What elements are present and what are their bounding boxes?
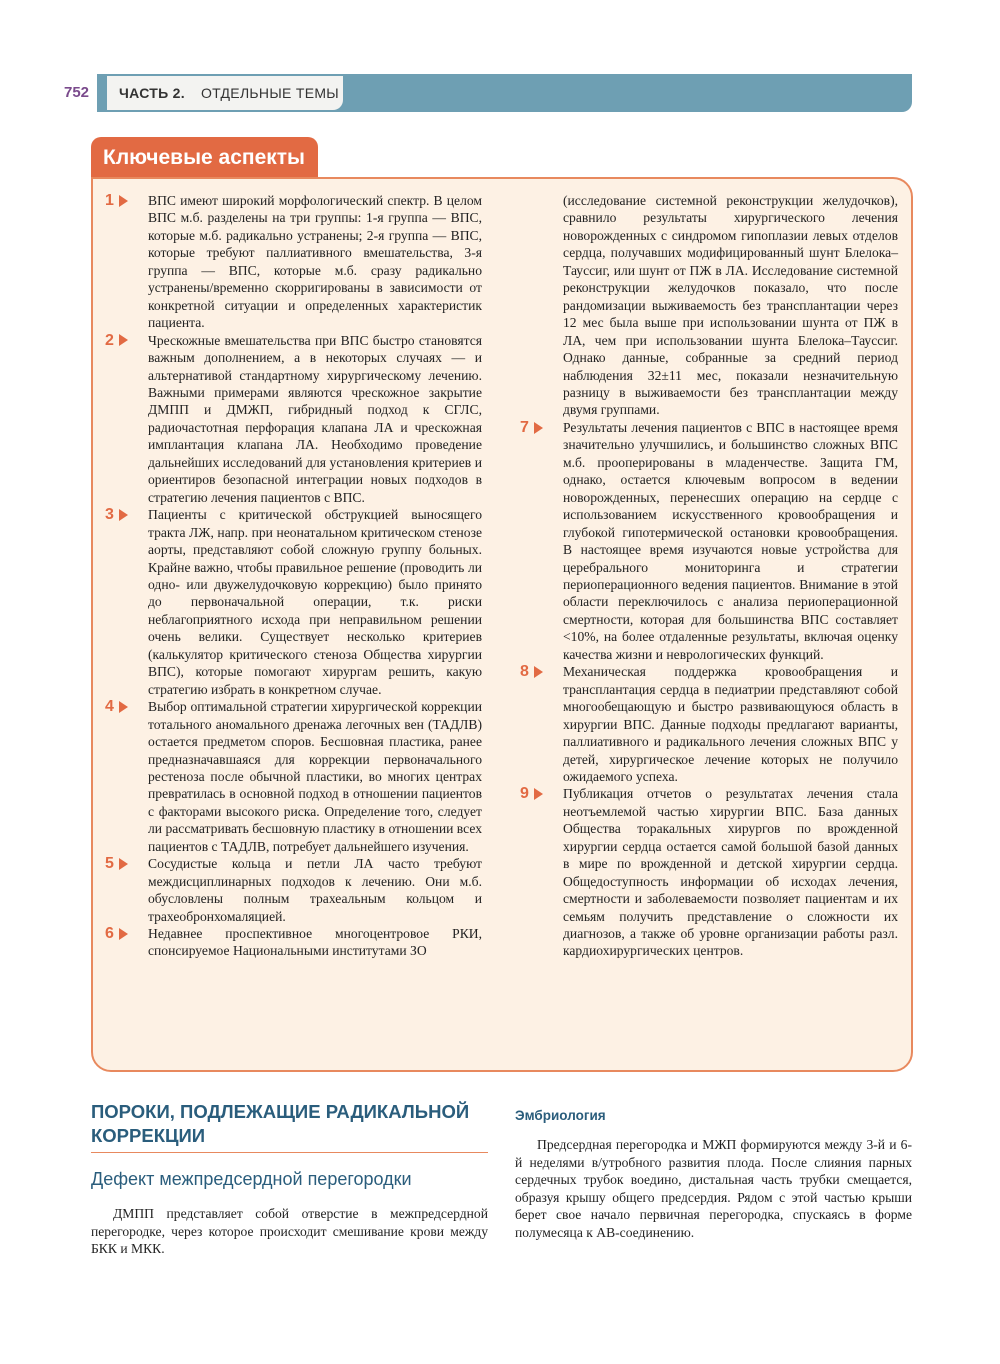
key-aspect-item: [105, 855, 482, 925]
key-aspects-right-column: [520, 192, 898, 960]
key-aspect-item: [520, 419, 898, 663]
item-text: Сосудистые кольца и петли ЛА часто требуют междисциплинарных подходов к лечению. Они м.б. обусловлены полным трахеальным кольцом и трахеобронхомаляцией.: [148, 856, 482, 924]
arrow-icon: [119, 334, 128, 346]
arrow-icon: [119, 509, 128, 521]
arrow-icon: [534, 788, 543, 800]
item-text: Чрескожные вмешательства при ВПС быстро становятся важным дополнением, а в некоторых случаях — и альтернативой стандартному хирургическому лечению. Важными примерами являются чрескожное закрытие ДМПП и ДМЖП, гибридный подход к СГЛС, радиочастотная перфорация клапана ЛА и чрескожная имплантация клапана ЛА. Необходимо проведение дальнейших исследований для установления критериев и ориентиров безопасной интеграции новых подходов в стратегию лечения пациентов с ВПС.: [148, 332, 482, 505]
item-6-continued: (исследование системной реконструкции желудочков), сравнило результаты хирургического лечения новорожденных с синдромом гипоплазии левых отделов сердца, получавших модифицированный шунт Блелока–Тауссиг, или шунт от ПЖ в ЛА. Исследование системной реконструкции желудочков показало, что после рандомизации выживаемость без трансплантации через 12 мес была выше при использовании шунта от ПЖ в ЛА, чем при использовании шунта Блелока–Тауссиг. Однако данные, собранные за средний период наблюдения 32±11 мес, показали незначительную разницу в выживаемости без трансплантации между двумя группами.: [563, 193, 898, 418]
item-text: Пациенты с критической обструкцией выносящего тракта ЛЖ, напр. при неонатальном критическом стенозе аорты, представляют собой сложную группу больных. Крайне важно, чтобы правильное решение (проводить ли одно- или двужелудочковую коррекцию) было принято до первоначальной операции, т.к. риски неблагоприятного исхода при неправильном решении очень велики. Существует несколько критериев (калькулятор критического стеноза Общества хирургии ВПС), которые помогают хирургам решить, какую стратегию избрать в конкретном случае.: [148, 507, 482, 697]
section-paragraph: ДМПП представляет собой отверстие в межпредсердной перегородке, через которое происходит смешивание крови между БКК и МКК.: [91, 1206, 488, 1256]
subsection-title: Дефект межпредсердной перегородки: [91, 1169, 412, 1189]
key-aspect-item: [105, 925, 482, 960]
item-number: 9: [520, 785, 529, 803]
item-number: 3: [105, 506, 114, 524]
item-number: 7: [520, 418, 529, 436]
part-title: ОТДЕЛЬНЫЕ ТЕМЫ: [200, 85, 340, 101]
embryology-title: Эмбриология: [515, 1108, 606, 1123]
item-number: 1: [105, 192, 114, 209]
arrow-icon: [119, 701, 128, 713]
page-number: 752: [64, 84, 90, 101]
item-number: 5: [105, 855, 114, 873]
key-aspect-item: [105, 698, 482, 855]
item-text: Результаты лечения пациентов с ВПС в настоящее время значительно улучшились, и большинство сложных ВПС м.б. прооперированы в младенчестве. Защита ГМ, однако, остается ключевым вопросом в ведении новорожденных, перенесших операцию на сердце с использованием искусственного кровообращения и глубокой гипотермической остановки кровообращения. В настоящее время изучаются новые устройства для церебрального мониторинга и стратегии периоперационного ведения пациентов. Внимание в этой области переключилось с анализа периоперационной смертности, которая для большинства ВПС составляет <10%, на более отдаленные результаты, включая оценку качества жизни и неврологических функций.: [563, 419, 898, 662]
key-aspect-item: [105, 506, 482, 698]
item-text: ВПС имеют широкий морфологический спектр. В целом ВПС м.б. разделены на три группы: 1-я группа — ВПС, которые м.б. радикально устранены; 2-я группа — ВПС, которые требуют паллиативного вмешательства, 3-я группа — ВПС, которые м.б. сразу радикально устранены/временно скорригированы в зависимости от конкретной ситуации и определенных характеристик пациента.: [148, 193, 482, 331]
part-label: ЧАСТЬ 2.: [119, 85, 185, 101]
arrow-icon: [119, 195, 128, 207]
running-header: [107, 76, 343, 110]
arrow-icon: [119, 928, 128, 940]
arrow-icon: [534, 422, 543, 434]
key-aspect-item: [520, 663, 898, 785]
item-number: 8: [520, 663, 529, 681]
arrow-icon: [119, 858, 128, 870]
key-aspects-title: Ключевые аспекты: [91, 137, 318, 178]
key-aspect-item: [105, 332, 482, 507]
key-aspect-item: [105, 192, 482, 332]
arrow-icon: [534, 666, 543, 678]
key-aspects-left-column: [105, 192, 482, 960]
item-text: Недавнее проспективное многоцентровое РКИ, спонсируемое Национальными институтами ЗО: [148, 926, 482, 959]
item-number: 2: [105, 331, 114, 349]
item-text: Выбор оптимальной стратегии хирургической коррекции тотального аномального дренажа легочных вен (ТАДЛВ) остается предметом споров. Бесшовная пластика, ранее предназначавшаяся для коррекции первоначального рестеноза после обычной пластики, во многих центрах превратилась в основной подход в отношении пациентов с факторами высокого риска. Определение того, следует ли рассматривать бесшовную пластику в отношении всех пациентов с ТАДЛВ, потребует дальнейшего изучения.: [148, 699, 482, 854]
section-title: ПОРОКИ, ПОДЛЕЖАЩИЕ РАДИКАЛЬНОЙ КОРРЕКЦИИ: [91, 1100, 488, 1153]
embryology-paragraph: Предсердная перегородка и МЖП формируются между 3-й и 6-й неделями в/утробного развития плода. После слияния парных сердечных трубок воедино, дистальная часть трубки смещается, образуя крышу общего предсердия. Рядом с этой частью крыши берет свое начало первичная перегородка, спускаясь в форме полумесяца к АВ-соединению.: [515, 1137, 912, 1240]
item-text: Механическая поддержка кровообращения и трансплантация сердца в педиатрии представляют собой многообещающую и быстро развивающуюся область в хирургии ВПС. Данные подходы предлагают варианты, паллиативного и радикального лечения сложных ВПС у детей, хирургическое лечение которых не получило ожидаемого успеха.: [563, 664, 898, 784]
item-text: Публикация отчетов о результатах лечения стала неотъемлемой частью хирургии ВПС. База данных Общества торакальных хирургов по врожденной хирургии сердца остается самой большой базой данных в мире по врожденной и детской хирургии сердца. Общедоступность информации об исходах лечения, смертности и заболеваемости позволяет пациентам и их семьям получить представление о сложности их диагнозов, а также об уровне организации работы разл. кардиохирургических центров.: [563, 786, 898, 959]
item-number: 4: [105, 698, 114, 716]
key-aspect-item: [520, 785, 898, 960]
item-number: 6: [105, 925, 114, 943]
